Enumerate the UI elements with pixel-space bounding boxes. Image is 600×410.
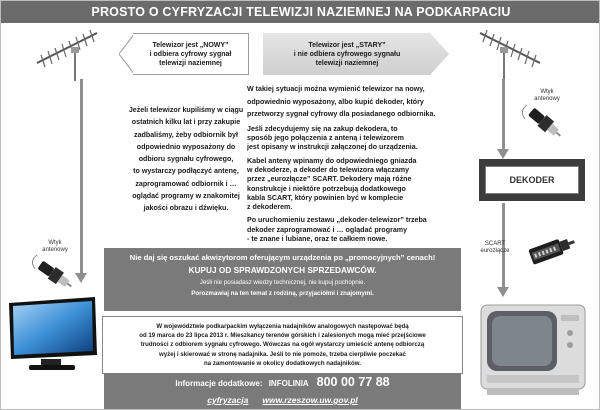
paragraph-connection: [247, 157, 469, 213]
label-line: Wtyk: [48, 240, 62, 246]
callout-line: Telewizor jest „NOWY”: [152, 41, 229, 49]
paragraph-programming: [247, 216, 469, 244]
plug-icon: [517, 101, 573, 141]
text-line: to wystarczy podłączyć antenę,: [133, 167, 239, 176]
arrow-right-upper-line: [502, 79, 505, 151]
new-tv-callout: [119, 33, 251, 75]
antenna-plug-label: [35, 240, 75, 254]
old-tv-description: [247, 83, 469, 248]
text-line: W województwie podkarpackim wyłączenia nadajników analogowych następować będą: [156, 323, 409, 330]
label-line: eurozłącze: [480, 248, 510, 254]
text-line: na zamontowanie w okolicy dodatkowych nadajników.: [204, 359, 361, 367]
schedule-info-box: [102, 316, 463, 374]
text-line: przetworzy sygnał cyfrowy dla posiadanego odbiornika.: [247, 110, 436, 119]
plug-icon: [27, 253, 83, 293]
scart-plug-icon: [519, 233, 579, 275]
text-line: - te znane i lubiane, oraz te całkiem nowe.: [247, 235, 388, 244]
callout-line: i odbiera cyfrowy sygnał: [149, 50, 232, 58]
text-line: Kabel anteny wpinamy do odpowiedniego gniazda: [247, 156, 417, 165]
text-line: sposób jego połączenia z anteną i telewizorem: [247, 134, 404, 143]
text-line: Jeśli zdecydujemy się na zakup dekodera, to: [247, 124, 398, 133]
site-name-link[interactable]: cyfryzacja: [207, 395, 249, 405]
phone-number[interactable]: 800 00 77 88: [316, 375, 390, 389]
text-line: odpowiednio wyposażony, albo kupić dekoder, który: [247, 97, 424, 106]
text-line: z dekoderem.: [247, 203, 293, 212]
antenna-icon: [476, 27, 546, 81]
text-line: Po uruchomieniu zestawu „dekoder-telewizor” trzeba: [247, 216, 427, 225]
warning-line: Jeśli nie posiadasz wiedzy technicznej, nie kupuj pochopnie.: [199, 279, 366, 286]
text-line: zaprogramować odbiornik i …: [135, 179, 237, 188]
warning-headline: KUPUJ OD SPRAWDZONYCH SPRZEDAWCÓW.: [188, 265, 377, 275]
page-title: PROSTO O CYFRYZACJI TELEWIZJI NAZIEMNEJ NA PODKARPACIU: [1, 1, 600, 23]
callout-line: Telewizor jest „STARY”: [308, 41, 386, 49]
text-line: zadbaliśmy, żeby odbiornik był: [134, 130, 238, 139]
paragraph-replace: [247, 83, 469, 121]
text-line: wyżej i skierować w stronę nadajnika. Jeśli to nie pomoże, trzeba cierpliwie poczekać: [159, 350, 406, 358]
decoder-label: DEKODER: [485, 166, 579, 194]
arrow-down-icon: [497, 287, 509, 297]
text-line: w dekoderze, a dekoder do telewizora włączamy: [247, 165, 410, 174]
arrow-right-icon: [430, 33, 449, 75]
warning-line: Porozmawiaj na ten temat z rodziną, przyjaciółmi i znajomymi.: [191, 290, 374, 297]
label-line: antenowy: [42, 247, 68, 253]
hotline-row: [104, 373, 461, 393]
text-line: jakości obrazu i dźwięku.: [143, 204, 229, 213]
warning-panel: [104, 248, 461, 311]
text-line: trudności z odbiorem sygnału cyfrowego. Wówczas na ogół wystarczy umieścić antenę odbiorczą: [140, 341, 425, 349]
callout-line: telewizji naziemnej: [315, 59, 379, 67]
flat-tv-icon: [7, 297, 99, 375]
text-line: W takiej sytuacji można wymienić telewizor na nowy,: [247, 85, 425, 93]
contact-footer: [104, 373, 461, 410]
arrow-left-line: [80, 79, 83, 275]
label-line: Wtyk: [540, 89, 554, 95]
hotline-label: INFOLINIA: [268, 379, 309, 388]
text-line: Jeżeli telewizor kupiliśmy w ciągu: [128, 106, 244, 114]
website-row: [104, 393, 461, 407]
decoder-device: [479, 159, 585, 201]
text-line: odbioru sygnału cyfrowego,: [138, 155, 234, 164]
arrow-down-icon: [497, 149, 509, 159]
text-line: odpowiednio wyposażony do: [136, 142, 236, 151]
text-line: oglądać programy w znakomitej: [132, 192, 240, 201]
new-tv-description: [101, 104, 271, 215]
crt-tv-icon: [475, 301, 591, 399]
info-label: Informacje dodatkowe:: [175, 379, 263, 388]
label-line: SCART: [484, 241, 506, 247]
old-tv-callout: [263, 33, 449, 75]
paragraph-decoder-purchase: [247, 125, 469, 153]
text-line: ostatnich kilku lat i przy zakupie: [131, 118, 241, 127]
callout-line: telewizji naziemnej: [159, 59, 222, 67]
callout-line: i nie odbiera cyfrowego sygnału: [293, 50, 401, 58]
text-line: jest opisany w instrukcji załączonej do urządzenia.: [247, 143, 418, 152]
text-line: kabla SCART, który powinien być w komplecie: [247, 193, 404, 202]
label-line: antenowy: [534, 96, 560, 102]
warning-line: Nie daj się oszukać akwizytorom oferującym urządzenia po „promocyjnych” cenach!: [129, 253, 436, 262]
text-line: konstrukcje i niektóre potrzebują dodatkowego: [247, 184, 406, 193]
scart-plug-label: [472, 241, 518, 255]
website-link[interactable]: www.rzeszow.uw.gov.pl: [262, 395, 358, 405]
text-line: dekoder zaprogramować i … oglądać programy: [247, 225, 408, 234]
antenna-icon: [31, 27, 101, 81]
text-line: od 19 marca do 23 lipca 2013 r. Mieszkańcy terenów górskich i zalesionych mogą mieć przejściowe: [139, 332, 426, 340]
text-line: przez „eurozłącze” SCART. Dekodery mają różne: [247, 175, 412, 184]
